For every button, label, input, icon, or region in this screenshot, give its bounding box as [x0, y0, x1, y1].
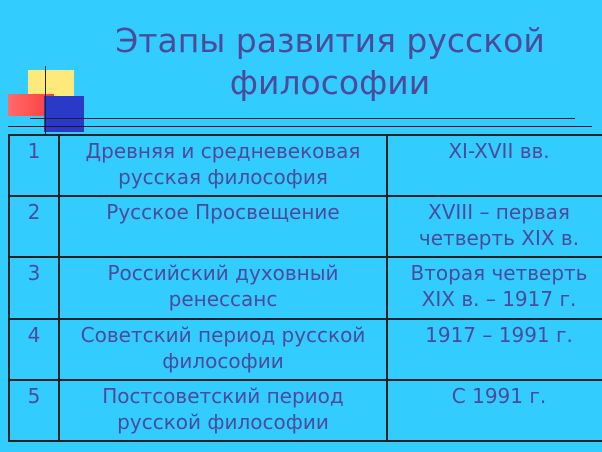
row-number: 2	[9, 196, 59, 257]
stage-name: Русское Просвещение	[59, 196, 387, 257]
table-row	[9, 319, 602, 380]
table-row	[9, 380, 602, 441]
stages-table	[8, 134, 602, 442]
stage-period: XI-XVII вв.	[387, 135, 602, 196]
title-line-2: философии	[229, 63, 431, 102]
stage-name: Постсоветский период русской философии	[59, 380, 387, 441]
stage-name: Российский духовный ренессанс	[59, 257, 387, 318]
table-row	[9, 196, 602, 257]
title-divider	[8, 126, 592, 127]
row-number: 4	[9, 319, 59, 380]
table-row	[9, 135, 602, 196]
table-row	[9, 257, 602, 318]
stage-name: Древняя и средневековая русская философия	[59, 135, 387, 196]
row-number: 3	[9, 257, 59, 318]
decorative-horizontal-line	[30, 118, 575, 119]
row-number: 5	[9, 380, 59, 441]
row-number: 1	[9, 135, 59, 196]
stage-period: XVIII – первая четверть XIX в.	[387, 196, 602, 257]
stage-period: 1917 – 1991 г.	[387, 319, 602, 380]
stage-period: С 1991 г.	[387, 380, 602, 441]
stage-name: Советский период русской философии	[59, 319, 387, 380]
stage-period: Вторая четверть XIX в. – 1917 г.	[387, 257, 602, 318]
slide-title	[80, 20, 580, 104]
title-line-1: Этапы развития русской	[115, 21, 545, 60]
